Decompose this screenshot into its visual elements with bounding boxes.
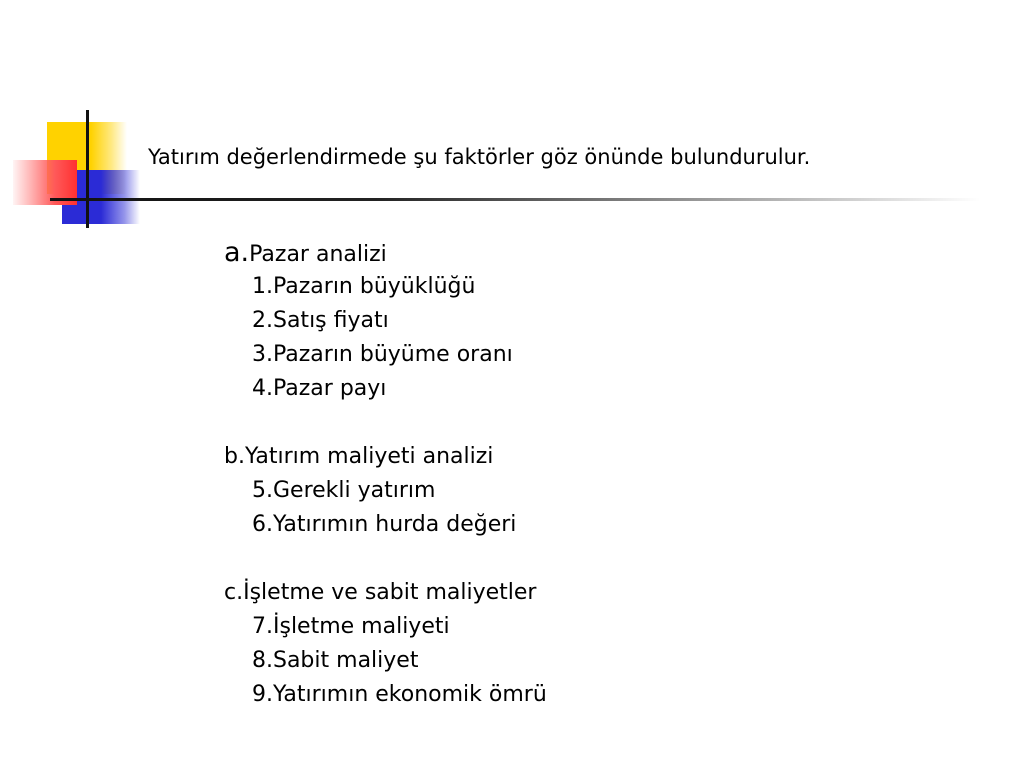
section-letter: b. — [224, 444, 245, 469]
title-underline — [50, 198, 980, 201]
list-item: 1.Pazarın büyüklüğü — [252, 274, 476, 299]
list-item: 5.Gerekli yatırım — [252, 478, 436, 503]
section-c — [224, 576, 547, 712]
section-a — [224, 236, 547, 406]
section-heading-text: İşletme ve sabit maliyetler — [243, 580, 537, 605]
decorative-squares — [0, 0, 140, 240]
vertical-rule — [86, 110, 89, 228]
list-item: 8.Sabit maliyet — [252, 648, 419, 673]
section-heading — [224, 236, 547, 270]
list-item: 6.Yatırımın hurda değeri — [252, 512, 517, 537]
section-letter: a. — [224, 237, 250, 268]
list-item: 3.Pazarın büyüme oranı — [252, 342, 513, 367]
section-letter: c. — [224, 580, 244, 605]
section-b — [224, 440, 547, 542]
section-heading — [224, 440, 547, 474]
slide-content — [224, 236, 547, 712]
section-heading-text: Yatırım maliyeti analizi — [244, 444, 494, 469]
list-item: 2.Satış fiyatı — [252, 308, 389, 333]
list-item: 7.İşletme maliyeti — [252, 614, 450, 639]
list-item: 9.Yatırımın ekonomik ömrü — [252, 682, 547, 707]
spacer — [224, 542, 547, 576]
section-heading — [224, 576, 547, 610]
slide-title: Yatırım değerlendirmede şu faktörler göz önünde bulundurulur. — [148, 145, 811, 169]
list-item: 4.Pazar payı — [252, 376, 387, 401]
spacer — [224, 406, 547, 440]
section-heading-text: Pazar analizi — [249, 242, 387, 267]
